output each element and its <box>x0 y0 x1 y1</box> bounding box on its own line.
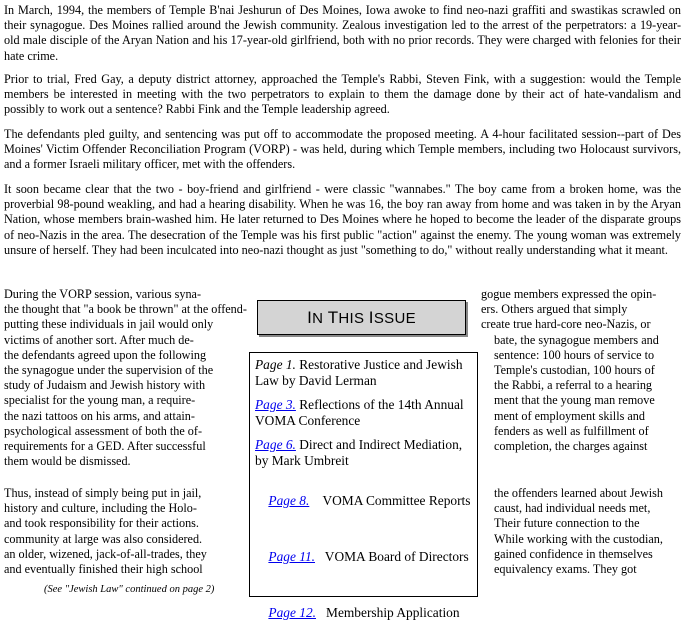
right-line: gogue members expressed the opin- <box>481 287 657 301</box>
right-column-block-1 <box>481 287 681 454</box>
toc-text: VOMA Board of Directors <box>315 549 469 564</box>
article-paragraph-1: In March, 1994, the members of Temple B'nai Jeshurun of Des Moines, Iowa awoke to find neo-nazi graffiti and swastikas scrawled on their synagogue. Des Moines rallied around the Jewish community. Zealous investigation led to the arrest of the perpetrators: a 19-year-old male disciple of the Aryan Nation and his 17-year-old girlfriend, both with no prior records. They were charged with felonies for their hate crime. <box>4 3 681 63</box>
right-line: caust, had individual needs met, <box>494 501 651 516</box>
left-line: an older, wizened, jack-of-all-trades, they <box>4 546 207 561</box>
right-column-block-2 <box>494 486 682 577</box>
title-letter: I <box>307 308 313 327</box>
left-line: the thought that "a book be thrown" at the offend- <box>4 302 247 317</box>
toc-link-page-8[interactable]: Page 8. <box>268 493 310 508</box>
toc-text: Membership Application <box>316 605 460 620</box>
toc-link-page-3[interactable]: Page 3. <box>255 397 296 412</box>
continued-caption: (See "Jewish Law" continued on page 2) <box>44 584 215 595</box>
toc-item-page-12 <box>255 589 472 637</box>
left-line: history and culture, including the Holo- <box>4 501 197 516</box>
left-line: During the VORP session, various syna- <box>4 287 202 301</box>
right-line: fenders as well as fulfillment of <box>494 423 649 438</box>
right-line: While working with the custodian, <box>494 531 663 546</box>
title-letter: T <box>327 308 339 327</box>
toc-item-page-1 <box>255 357 472 389</box>
left-line: the nazi tattoos on his arms, and attain- <box>4 408 195 423</box>
toc-item-page-8 <box>255 477 472 525</box>
right-line: the offenders learned about Jewish <box>494 486 663 500</box>
table-of-contents <box>249 352 478 620</box>
left-line: specialist for the young man, a require- <box>4 393 196 408</box>
title-text: HIS <box>338 310 369 327</box>
in-this-issue-title <box>257 300 466 335</box>
left-column-block-2 <box>4 486 240 577</box>
article-paragraph-4: It soon became clear that the two - boy-friend and girlfriend - were classic "wannabes." The boy came from a broken home, was the proverbial 98-pound weakling, and had a hearing disability. When he was 16, the boy ran away from home and was taken in by the Aryan Nation, whose members brain-washed him. He later returned to Des Moines where he hoped to become the leader of the disparate groups of neo-Nazis in the area. The desecration of the Temple was his first public "action" against the enemy. The young woman was extremely unsure of herself. They had been inculcated into neo-nazi thought as just "something to do," without really understanding what it meant. <box>4 182 681 257</box>
left-line: the defendants agreed upon the following <box>4 347 207 362</box>
right-line: create true hard-core neo-Nazis, or <box>481 317 651 332</box>
right-line: bate, the synagogue members and <box>494 332 659 347</box>
toc-link-page-11[interactable]: Page 11. <box>268 549 315 564</box>
right-line: gained confidence in themselves <box>494 546 653 561</box>
toc-item-page-11 <box>255 533 472 581</box>
left-line: requirements for a GED. After successful <box>4 439 206 454</box>
right-line: ment of employment skills and <box>494 408 645 423</box>
left-line: Thus, instead of simply being put in jail, <box>4 486 202 500</box>
toc-item-page-3 <box>255 397 472 429</box>
left-column-block-1 <box>4 287 247 469</box>
right-line: the Rabbi, a referral to a hearing <box>494 378 653 393</box>
toc-text: Direct and Indirect Mediation, by Mark Umbreit <box>255 437 463 468</box>
right-line: equivalency exams. They got <box>494 562 637 577</box>
left-line: community at large was also considered. <box>4 531 203 546</box>
left-line: putting these individuals in jail would only <box>4 317 214 332</box>
right-line: ers. Others argued that simply <box>481 302 628 317</box>
title-text: SSUE <box>373 310 416 327</box>
toc-text: Restorative Justice and Jewish Law by David Lerman <box>255 357 463 388</box>
left-line: psychological assessment of both the of- <box>4 423 203 438</box>
toc-text: VOMA Committee Reports <box>309 493 471 508</box>
right-line: completion, the charges against <box>494 439 648 454</box>
title-letter: I <box>368 308 374 327</box>
right-line: sentence: 100 hours of service to <box>494 347 655 362</box>
left-line: them would be dismissed. <box>4 454 131 469</box>
article-paragraph-3: The defendants pled guilty, and sentencing was put off to accommodate the proposed meeting. A 4-hour facilitated session--part of Des Moines' Victim Offender Reconciliation Program (VORP) - was held, during which Temple members, including two Holocaust survivors, and a former Israeli military officer, met with the offenders. <box>4 127 681 172</box>
right-line: Temple's custodian, 100 hours of <box>494 363 655 378</box>
left-line: victims of another sort. After much de- <box>4 332 194 347</box>
right-line: ment that the young man remove <box>494 393 655 408</box>
title-text: N <box>312 310 328 327</box>
left-line: study of Judaism and Jewish history with <box>4 378 206 393</box>
toc-link-page-6[interactable]: Page 6. <box>255 437 296 452</box>
toc-item-page-6 <box>255 437 472 469</box>
article-paragraph-2: Prior to trial, Fred Gay, a deputy district attorney, approached the Temple's Rabbi, Steven Fink, with a suggestion: would the Temple members be interested in meeting with the two perpetrators to explain to them the damage done by their act of hate-vandalism and possibly to work out a sentence? Rabbi Fink and the Temple leadership agreed. <box>4 72 681 117</box>
left-line: and eventually finished their high school <box>4 562 203 577</box>
toc-link-page-12[interactable]: Page 12. <box>268 605 316 620</box>
left-line: the synagogue under the supervision of the <box>4 363 214 378</box>
left-line: and took responsibility for their actions. <box>4 516 199 531</box>
right-line: Their future connection to the <box>494 516 640 531</box>
toc-text: Reflections of the 14th Annual VOMA Conference <box>255 397 464 428</box>
toc-page-label: Page 1. <box>255 357 296 372</box>
